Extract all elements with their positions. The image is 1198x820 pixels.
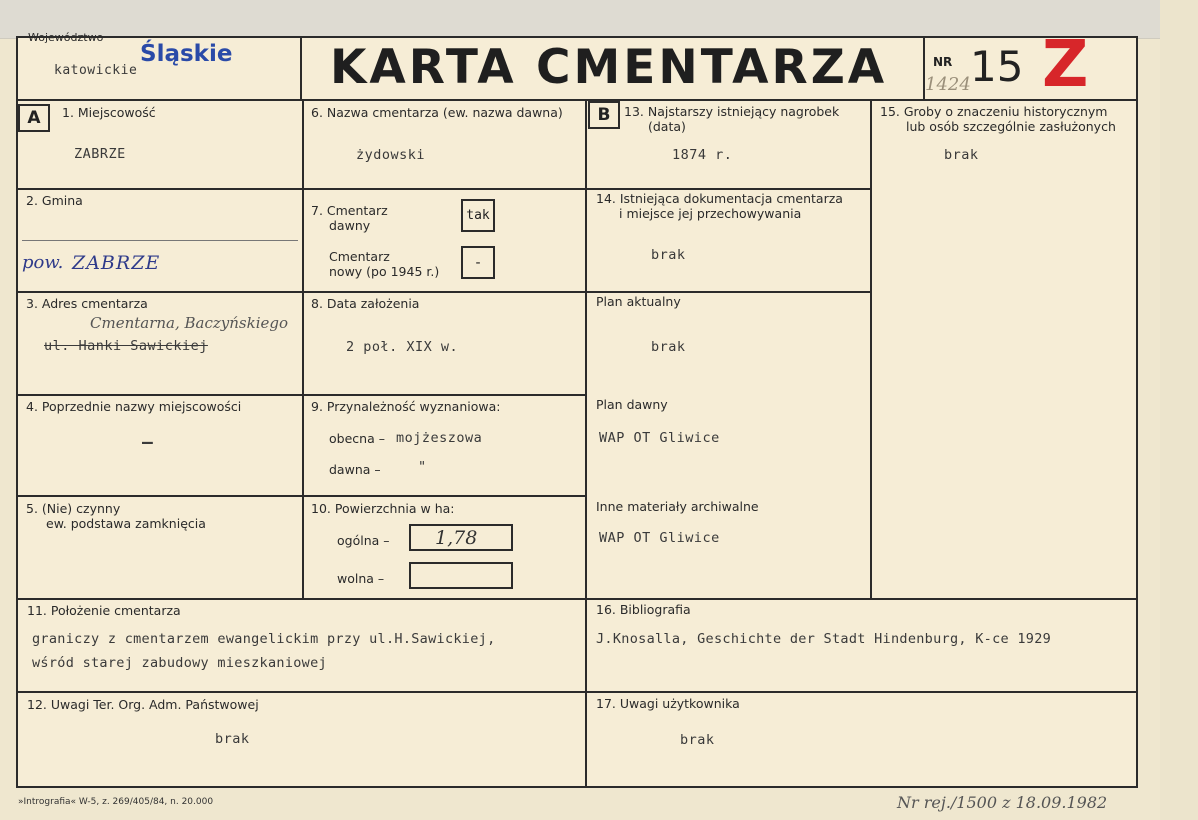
f15-sub: lub osób szczególnie zasłużonych <box>906 119 1116 134</box>
f12-label: 12. Uwagi Ter. Org. Adm. Państwowej <box>27 697 259 712</box>
f3-handwritten: Cmentarna, Baczyńskiego <box>90 314 289 332</box>
page-edge <box>1160 0 1198 820</box>
f1-value: ZABRZE <box>74 146 126 162</box>
f9-dawna-label: dawna – <box>329 462 381 477</box>
plan-dawny-value: WAP OT Gliwice <box>599 430 720 446</box>
f5-sub: ew. podstawa zamknięcia <box>46 516 206 531</box>
print-info: »Intrografia« W-5, z. 269/405/84, n. 20.000 <box>18 797 214 807</box>
tape-strip <box>0 0 1160 39</box>
f1-label: 1. Miejscowość <box>62 105 156 120</box>
f2-label: 2. Gmina <box>26 193 83 208</box>
f7-dawny-label: dawny <box>329 218 371 233</box>
f13-label: 13. Najstarszy istniejący nagrobek <box>624 104 840 119</box>
nr-faint: 1424 <box>925 74 971 95</box>
f10-wolna-box <box>409 562 513 589</box>
f7-nowy-box: - <box>461 246 495 279</box>
f13-value: 1874 r. <box>672 147 733 163</box>
card-title: KARTA CMENTARZA <box>330 40 888 95</box>
inne-label: Inne materiały archiwalne <box>596 499 759 514</box>
line-r6 <box>18 691 1136 693</box>
f4-label: 4. Poprzednie nazwy miejscowości <box>26 399 242 414</box>
f3-value: ul. Hanki Sawickiej <box>44 338 208 354</box>
f2-value: ZABRZE <box>72 252 161 274</box>
f9-obecna-value: mojżeszowa <box>396 430 483 446</box>
wojewodztwo-label: Województwo <box>28 31 104 44</box>
plan-aktualny-label: Plan aktualny <box>596 294 681 309</box>
line-col2 <box>585 99 587 788</box>
inne-value: WAP OT Gliwice <box>599 530 720 546</box>
f15-label: 15. Groby o znaczeniu historycznym <box>880 104 1108 119</box>
line-col3 <box>870 99 872 599</box>
f6-value: żydowski <box>356 147 426 163</box>
f9-dawna-value: " <box>418 459 427 475</box>
f10-label: 10. Powierzchnia w ha: <box>311 501 455 516</box>
line-header-v1 <box>300 38 302 99</box>
plan-aktualny-value: brak <box>651 339 686 355</box>
wojewodztwo-typed: katowickie <box>54 63 138 78</box>
nr-label: NR <box>933 55 953 69</box>
line-r1 <box>18 188 870 190</box>
line-r2 <box>18 291 870 293</box>
f10-ogolna-box <box>409 524 513 551</box>
line-r4 <box>18 495 585 497</box>
section-a-box: A <box>18 104 50 132</box>
wojewodztwo-stamp: Śląskie <box>140 41 233 67</box>
f11-label: 11. Położenie cmentarza <box>27 603 181 618</box>
line-gmina-under <box>22 240 298 241</box>
f8-label: 8. Data założenia <box>311 296 420 311</box>
f17-label: 17. Uwagi użytkownika <box>596 696 740 711</box>
f13-sub: (data) <box>648 119 686 134</box>
f7-label: 7. Cmentarz <box>311 203 388 218</box>
f9-label: 9. Przynależność wyznaniowa: <box>311 399 501 414</box>
section-b-box: B <box>588 101 620 129</box>
line-r3 <box>18 394 585 396</box>
f5-label: 5. (Nie) czynny <box>26 501 121 516</box>
category-letter: Z <box>1042 28 1089 102</box>
f15-value: brak <box>944 147 979 163</box>
f7-nowy-sub: nowy (po 1945 r.) <box>329 264 440 279</box>
f16-value: J.Knosalla, Geschichte der Stadt Hindenburg, K-ce 1929 <box>596 631 1052 647</box>
f14-value: brak <box>651 247 686 263</box>
plan-dawny-label: Plan dawny <box>596 397 668 412</box>
line-header <box>18 99 1136 101</box>
f7-nowy-label: Cmentarz <box>329 249 390 264</box>
f14-sub: i miejsce jej przechowywania <box>619 206 802 221</box>
f4-value: – <box>142 432 154 453</box>
f16-label: 16. Bibliografia <box>596 602 691 617</box>
f14-label: 14. Istniejąca dokumentacja cmentarza <box>596 191 843 206</box>
f17-value: brak <box>680 732 715 748</box>
f10-ogolna-label: ogólna – <box>337 533 390 548</box>
f12-value: brak <box>215 731 250 747</box>
f6-label: 6. Nazwa cmentarza (ew. nazwa dawna) <box>311 105 563 120</box>
line-col1 <box>302 99 304 599</box>
f10-ogolna-value: 1,78 <box>435 527 478 549</box>
f11-line1: graniczy z cmentarzem ewangelickim przy ul.H.Sawickiej, <box>32 631 496 647</box>
f3-label: 3. Adres cmentarza <box>26 296 148 311</box>
f10-wolna-label: wolna – <box>337 571 385 586</box>
nr-value: 15 <box>970 42 1024 91</box>
f11-line2: wśród starej zabudowy mieszkaniowej <box>32 655 327 671</box>
f9-obecna-label: obecna – <box>329 431 385 446</box>
f8-value: 2 poł. XIX w. <box>346 339 459 355</box>
f2-prefix: pow. <box>22 252 64 273</box>
line-r5 <box>18 598 1136 600</box>
registry-number: Nr rej./1500 z 18.09.1982 <box>897 793 1108 812</box>
f7-dawny-box: tak <box>461 199 495 232</box>
